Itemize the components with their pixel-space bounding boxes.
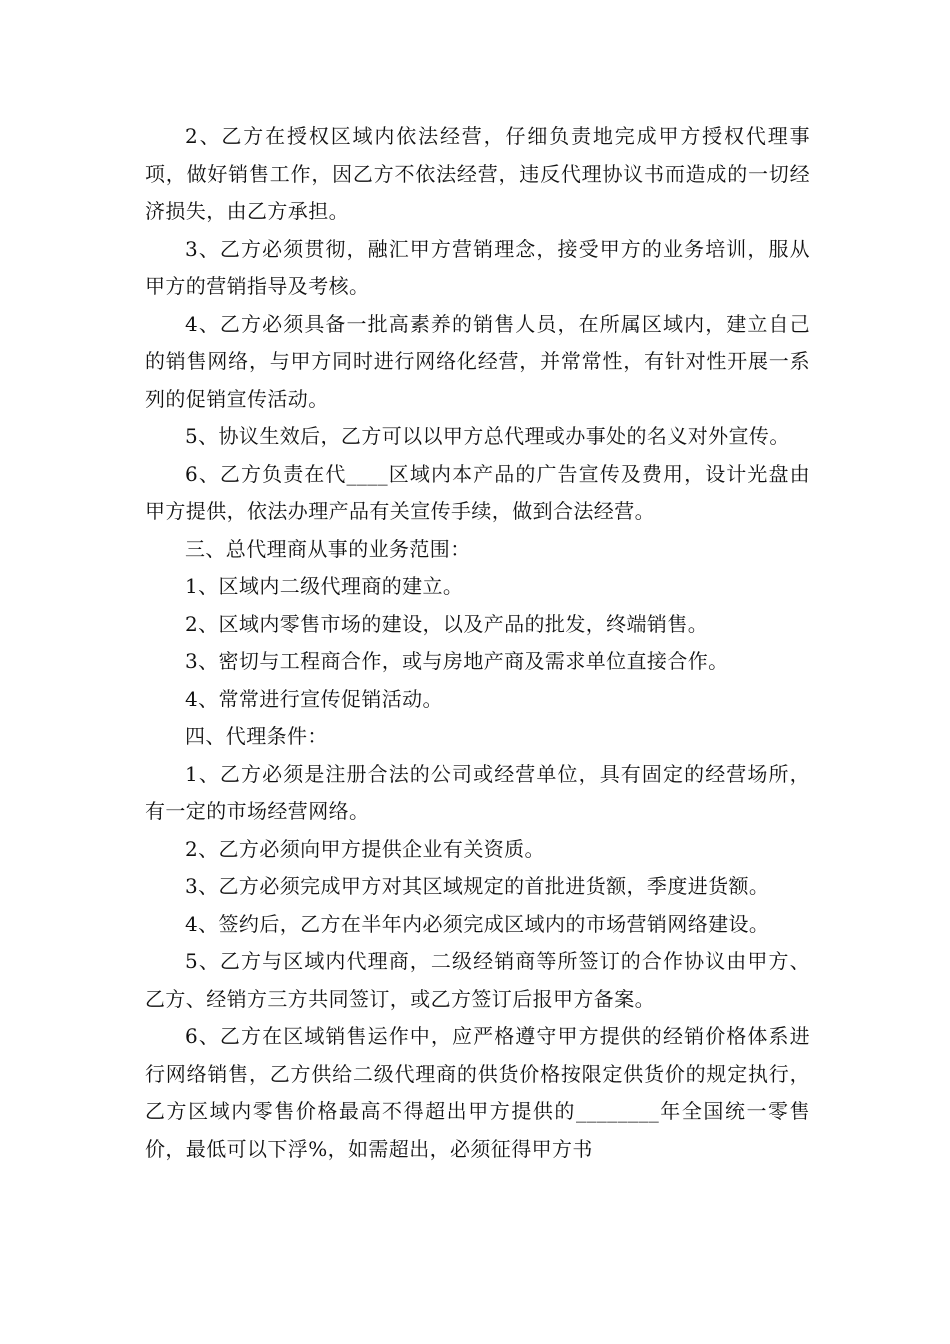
paragraph-clause-4: 4、乙方必须具备一批高素养的销售人员，在所属区域内，建立自己的销售网络，与甲方同时进行网络化经营，并常常性，有针对性开展一系列的促销宣传活动。 [145, 311, 810, 411]
section-heading-business-scope: 三、总代理商从事的业务范围： [185, 536, 471, 561]
document-body [145, 118, 810, 1168]
paragraph-condition-2: 2、乙方必须向甲方提供企业有关资质。 [185, 836, 545, 861]
paragraph-condition-6: 6、乙方在区域销售运作中，应严格遵守甲方提供的经销价格体系进行网络销售，乙方供给二级代理商的供货价格按限定供货价的规定执行，乙方区域内零售价格最高不得超出甲方提供的________年全国统一零售价，最低可以下浮%，如需超出，必须征得甲方书 [145, 1024, 810, 1161]
paragraph-condition-5: 5、乙方与区域内代理商，二级经销商等所签订的合作协议由甲方、乙方、经销方三方共同签订，或乙方签订后报甲方备案。 [145, 949, 810, 1011]
paragraph-condition-3: 3、乙方必须完成甲方对其区域规定的首批进货额，季度进货额。 [185, 874, 770, 898]
paragraph-condition-1: 1、乙方必须是注册合法的公司或经营单位，具有固定的经营场所，有一定的市场经营网络。 [145, 761, 810, 823]
paragraph-clause-6: 6、乙方负责在代____区域内本产品的广告宣传及费用，设计光盘由甲方提供，依法办理产品有关宣传手续，做到合法经营。 [145, 461, 810, 523]
paragraph-scope-4: 4、常常进行宣传促销活动。 [185, 686, 443, 711]
paragraph-scope-1: 1、区域内二级代理商的建立。 [185, 574, 464, 598]
paragraph-scope-3: 3、密切与工程商合作，或与房地产商及需求单位直接合作。 [185, 649, 729, 673]
section-heading-agency-conditions: 四、代理条件： [185, 724, 328, 748]
paragraph-condition-4: 4、签约后，乙方在半年内必须完成区域内的市场营销网络建设。 [185, 911, 770, 936]
paragraph-clause-2: 2、乙方在授权区域内依法经营，仔细负责地完成甲方授权代理事项，做好销售工作，因乙方不依法经营，违反代理协议书而造成的一切经济损失，由乙方承担。 [145, 124, 810, 223]
paragraph-clause-3: 3、乙方必须贯彻，融汇甲方营销理念，接受甲方的业务培训，服从甲方的营销指导及考核。 [145, 236, 810, 298]
paragraph-clause-5: 5、协议生效后，乙方可以以甲方总代理或办事处的名义对外宣传。 [185, 424, 790, 448]
paragraph-scope-2: 2、区域内零售市场的建设，以及产品的批发，终端销售。 [185, 611, 709, 636]
